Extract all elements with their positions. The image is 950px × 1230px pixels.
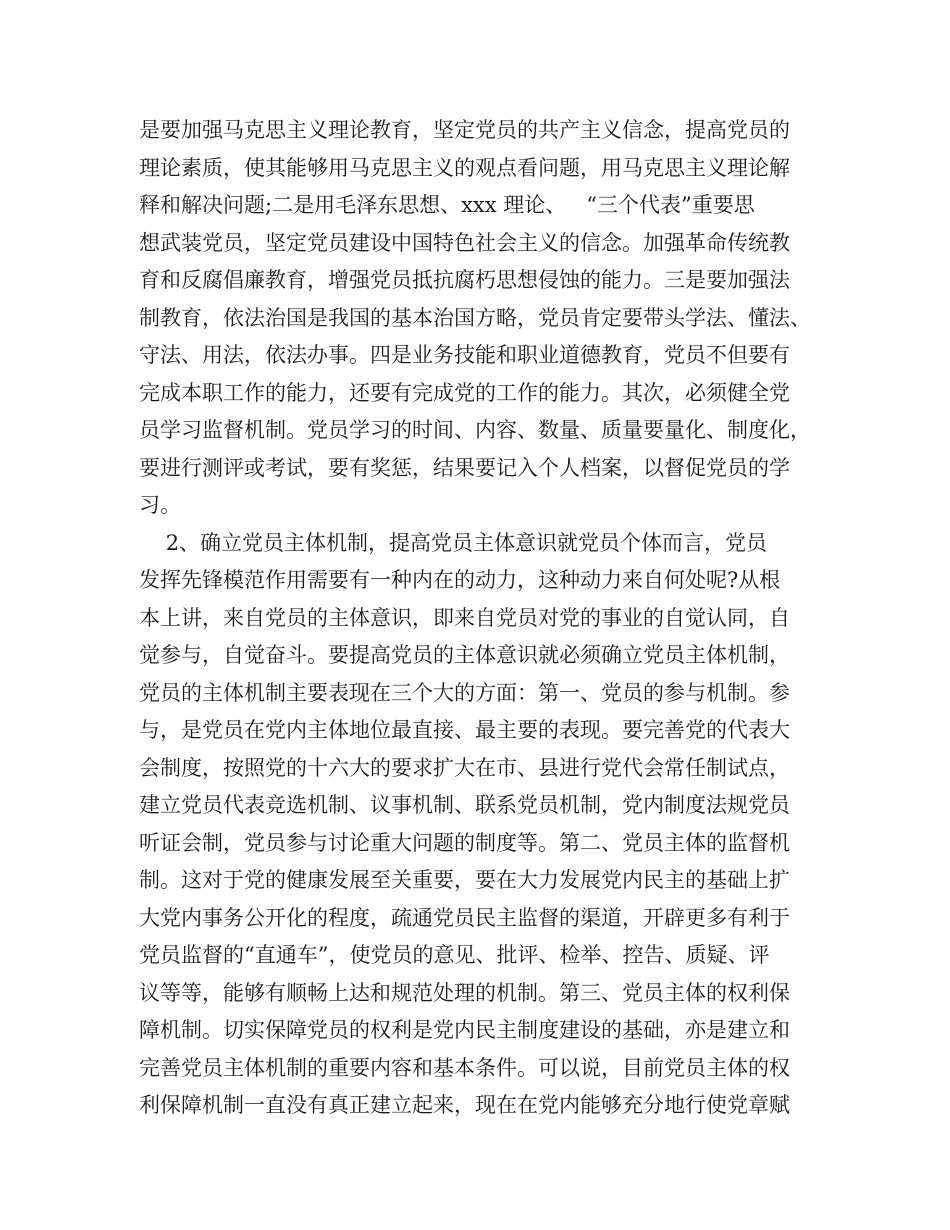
text-line: 2、确立党员主体机制，提高党员主体意识就党员个体而言，党员: [139, 530, 768, 555]
text-line: 会制度，按照党的十六大的要求扩大在市、县进行党代会常任制试点，: [139, 755, 790, 780]
text-line: 本上讲，来自党员的主体意识，即来自党员对党的事业的自觉认同，自: [139, 605, 790, 630]
text-line: 党员监督的“直通车”，使党员的意见、批评、检举、控告、质疑、评: [139, 943, 770, 967]
text-line: 制。这对于党的健康发展至关重要，要在大力发展党内民主的基础上扩: [139, 868, 790, 892]
text-line: 完成本职工作的能力，还要有完成党的工作的能力。其次，必须健全党: [139, 380, 790, 405]
text-line: 制教育，依法治国是我国的基本治国方略，党员肯定要带头学法、懂法、: [139, 305, 811, 330]
text-line: 发挥先锋模范作用需要有一种内在的动力，这种动力来自何处呢?从根: [139, 568, 781, 592]
text-line: 要进行测评或考试，要有奖惩，结果要记入个人档案，以督促党员的学: [139, 455, 790, 480]
text-line: 利保障机制一直没有真正建立起来，现在在党内能够充分地行使党章赋: [139, 1093, 790, 1117]
text-line: 完善党员主体机制的重要内容和基本条件。可以说，目前党员主体的权: [139, 1055, 790, 1080]
text-line: 理论素质，使其能够用马克思主义的观点看问题，用马克思主义理论解: [139, 155, 790, 180]
text-line: 想武装党员，坚定党员建设中国特色社会主义的信念。加强革命传统教: [139, 230, 790, 255]
text-line: 建立党员代表竞选机制、议事机制、联系党员机制，党内制度法规党员: [139, 793, 790, 817]
text-line: 听证会制，党员参与讨论重大问题的制度等。第二、党员主体的监督机: [139, 830, 790, 855]
text-line: 守法、用法，依法办事。四是业务技能和职业道德教育，党员不但要有: [139, 343, 790, 367]
text-line: 大党内事务公开化的程度，疏通党员民主监督的渠道，开辟更多有利于: [139, 905, 790, 930]
body-text: [139, 112, 839, 1125]
text-line: 觉参与，自觉奋斗。要提高党员的主体意识就必须确立党员主体机制，: [139, 643, 790, 667]
text-line: 与，是党员在党内主体地位最直接、最主要的表现。要完善党的代表大: [139, 718, 790, 742]
text-line: 习。: [139, 493, 181, 517]
text-line: 释和解决问题;二是用毛泽东思想、xxx 理论、 “三个代表”重要思: [139, 193, 755, 217]
text-line: 障机制。切实保障党员的权利是党内民主制度建设的基础，亦是建立和: [139, 1018, 790, 1042]
text-line: 是要加强马克思主义理论教育，坚定党员的共产主义信念，提高党员的: [139, 118, 790, 142]
text-line: 员学习监督机制。党员学习的时间、内容、数量、质量要量化、制度化，: [139, 418, 811, 442]
text-line: 党员的主体机制主要表现在三个大的方面：第一、党员的参与机制。参: [139, 680, 790, 705]
text-line: 议等等，能够有顺畅上达和规范处理的机制。第三、党员主体的权利保: [139, 980, 790, 1005]
text-line: 育和反腐倡廉教育，增强党员抵抗腐朽思想侵蚀的能力。三是要加强法: [139, 268, 790, 292]
